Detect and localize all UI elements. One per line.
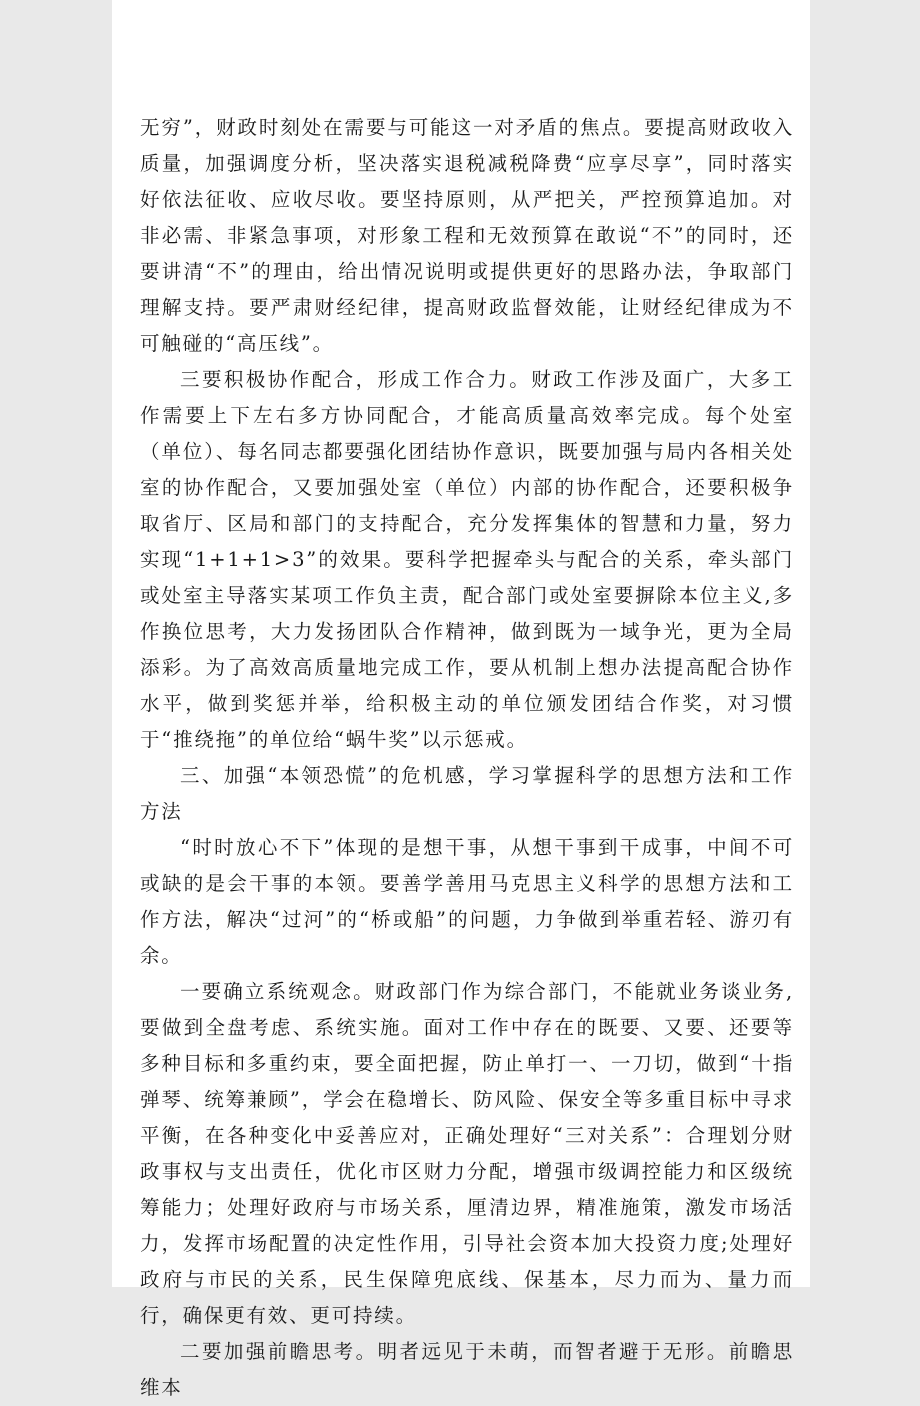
paragraph-system-view: 一要确立系统观念。财政部门作为综合部门，不能就业务谈业务,要做到全盘考虑、系统实施。面对工作中存在的既要、又要、还要等多种目标和多重约束，要全面把握，防止单打一、一刀切，做到“十指弹琴、统筹兼顾”，学会在稳增长、防风险、保安全等多重目标中寻求平衡，在各种变化中妥善应对，正确处理好“三对关系”：合理划分财政事权与支出责任，优化市区财力分配，增强市级调控能力和区级统筹能力；处理好政府与市场关系，厘清边界，精准施策，激发市场活力，发挥市场配置的决定性作用，引导社会资本加大投资力度;处理好政府与市民的关系，民生保障兜底线、保基本，尽力而为、量力而行，确保更有效、更可持续。 — [140, 980, 794, 1327]
paragraph-forward-thinking: 二要加强前瞻思考。明者远见于未萌，而智者避于无形。前瞻思维本 — [140, 1340, 794, 1399]
section-heading-3: 三、加强“本领恐慌”的危机感，学习掌握科学的思想方法和工作方法 — [140, 764, 794, 823]
paragraph-cooperation: 三要积极协作配合，形成工作合力。财政工作涉及面广，大多工作需要上下左右多方协同配合，才能高质量高效率完成。每个处室（单位）、每名同志都要强化团结协作意识，既要加强与局内各相关处室的协作配合，又要加强处室（单位）内部的协作配合，还要积极争取省厅、区局和部门的支持配合，充分发挥集体的智慧和力量，努力实现“1+1+1>3”的效果。要科学把握牵头与配合的关系，牵头部门或处室主导落实某项工作负主责，配合部门或处室要摒除本位主义,多作换位思考，大力发扬团队合作精神，做到既为一域争光，更为全局添彩。为了高效高质量地完成工作，要从机制上想办法提高配合协作水平，做到奖惩并举，给积极主动的单位颁发团结合作奖，对习惯于“推绕拖”的单位给“蜗牛奖”以示惩戒。 — [140, 368, 794, 751]
document-body — [140, 110, 794, 1406]
paragraph-budget-discipline: 无穷”，财政时刻处在需要与可能这一对矛盾的焦点。要提高财政收入质量，加强调度分析，坚决落实退税减税降费“应享尽享”，同时落实好依法征收、应收尽收。要坚持原则，从严把关，严控预算追加。对非必需、非紧急事项，对形象工程和无效预算在敢说“不”的同时，还要讲清“不”的理由，给出情况说明或提供更好的思路办法，争取部门理解支持。要严肃财经纪律，提高财政监督效能，让财经纪律成为不可触碰的“高压线”。 — [140, 116, 794, 355]
paragraph-skills: “时时放心不下”体现的是想干事，从想干事到干成事，中间不可或缺的是会干事的本领。要善学善用马克思主义科学的思想方法和工作方法，解决“过河”的“桥或船”的问题，力争做到举重若轻、游刃有余。 — [140, 836, 794, 967]
